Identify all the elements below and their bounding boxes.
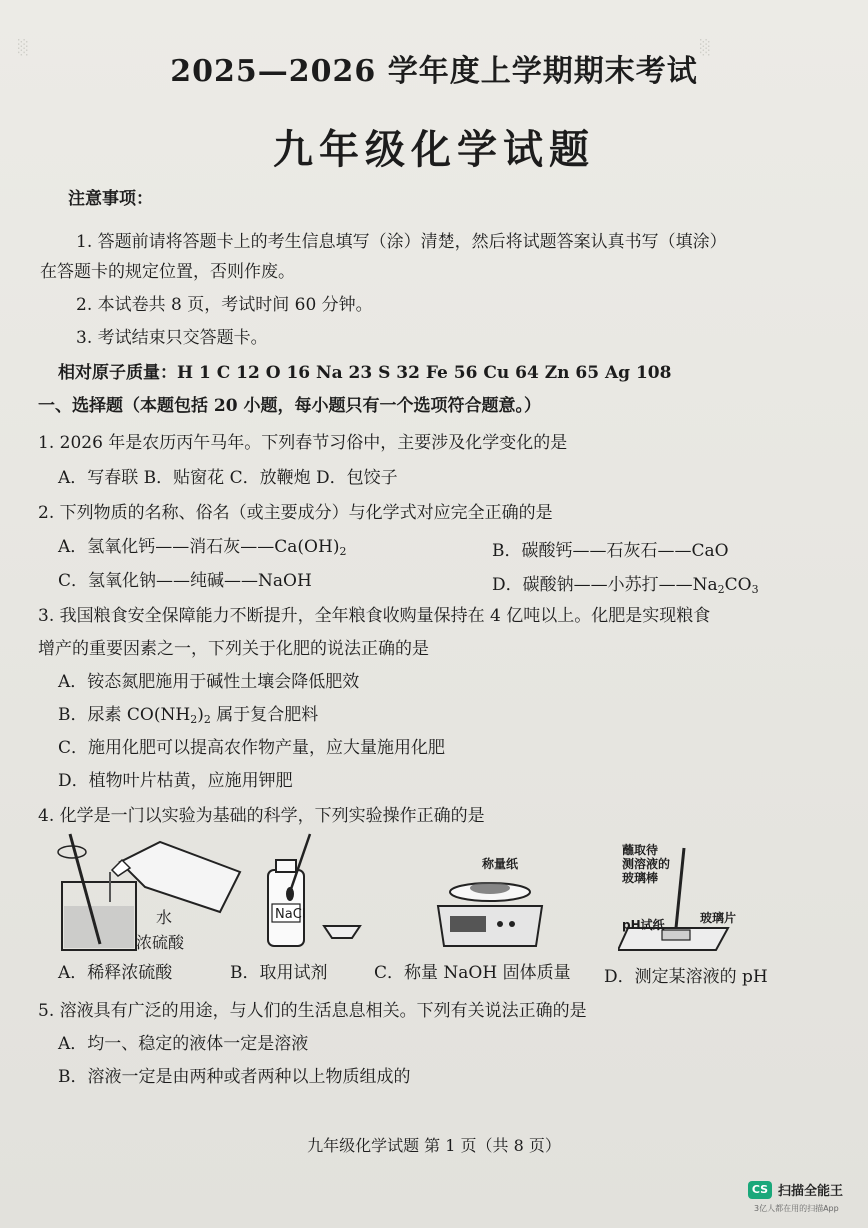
- balance-figure: [430, 862, 550, 952]
- take-reagent-figure: [262, 832, 372, 952]
- spoon-head: [286, 887, 294, 901]
- question-1-stem: 1. 2026 年是农历丙午马年。下列春节习俗中，主要涉及化学变化的是: [38, 433, 568, 453]
- glass-rod: [676, 848, 684, 928]
- question-2-option-b: B．碳酸钙——石灰石——CaO: [492, 541, 729, 561]
- question-5-option-a: A．均一、稳定的液体一定是溶液: [58, 1034, 309, 1054]
- question-3-option-b: B．尿素 $CO(NH_2)_2$ 属于复合肥料: [58, 705, 319, 726]
- question-3-stem: 3. 我国粮食安全保障能力不断提升，全年粮食收购量保持在 4 亿吨以上。化肥是实现粮食: [38, 606, 711, 626]
- bleed-through-mark: ░: [700, 40, 711, 56]
- question-2-option-d: D．碳酸钠——小苏打$——Na_2CO_3$: [492, 575, 759, 596]
- paper-label: 称量纸: [482, 857, 519, 871]
- glass-plate-label: 玻璃片: [700, 911, 737, 925]
- ph-paper-label: pH试纸: [622, 918, 665, 932]
- question-5-option-b: B．溶液一定是由两种或者两种以上物质组成的: [58, 1067, 411, 1087]
- scanner-tagline: 3亿人都在用的扫描App: [754, 1204, 839, 1213]
- subject-title: 九年级化学试题: [273, 126, 595, 173]
- reagent-bottle: [120, 842, 240, 912]
- question-4-option-c: C．称量 NaOH 固体质量: [374, 963, 571, 983]
- atomic-mass-line: 相对原子质量：H 1 C 12 O 16 Na 23 S 32 Fe 56 Cu 64 Zn 65 Ag 108: [58, 363, 672, 383]
- question-4-option-a: A．稀释浓硫酸: [58, 963, 173, 983]
- exam-title: 2025—2026 学年度上学期期末考试: [170, 54, 698, 89]
- scanner-logo-icon: CS: [748, 1181, 772, 1199]
- bleed-through-mark: ░: [18, 40, 29, 56]
- scanner-watermark: [748, 1180, 843, 1199]
- question-3-stem-cont: 增产的重要因素之一，下列关于化肥的说法正确的是: [38, 639, 429, 659]
- stir-arrow-icon: [58, 846, 86, 858]
- notice-item-1-cont: 在答题卡的规定位置，否则作废。: [40, 262, 295, 282]
- balance-display: [450, 916, 486, 932]
- page-footer: 九年级化学试题 第 1 页（共 8 页）: [307, 1136, 561, 1155]
- balance-button: [497, 921, 503, 927]
- question-2-stem: 2. 下列物质的名称、俗名（或主要成分）与化学式对应完全正确的是: [38, 503, 553, 523]
- balance-button: [509, 921, 515, 927]
- naoh-solid: [470, 882, 510, 894]
- rod-label-line: 玻璃棒: [622, 871, 659, 885]
- question-1-options: A．写春联 B．贴窗花 C．放鞭炮 D．包饺子: [58, 468, 398, 488]
- question-3-option-c: C．施用化肥可以提高农作物产量，应大量施用化肥: [58, 738, 446, 758]
- notice-item-1: 1. 答题前请将答题卡上的考生信息填写（涂）清楚，然后将试题答案认真书写（填涂）: [76, 232, 727, 252]
- notice-heading: 注意事项：: [68, 189, 153, 209]
- question-4-stem: 4. 化学是一门以实验为基础的科学，下列实验操作正确的是: [38, 806, 485, 826]
- ph-paper: [662, 930, 690, 940]
- question-3-option-d: D．植物叶片枯黄，应施用钾肥: [58, 771, 293, 791]
- question-2-option-a: A．氢氧化钙——消石灰$——Ca(OH)_2$: [58, 537, 347, 558]
- rod-label-line: 蘸取待: [622, 843, 659, 857]
- nacl-label: NaCl: [275, 907, 306, 922]
- notice-item-3: 3. 考试结束只交答题卡。: [76, 328, 268, 348]
- rod-label-line: 测溶液的: [622, 857, 671, 871]
- water-label: 水: [156, 908, 173, 927]
- scanner-app-name: 扫描全能王: [778, 1184, 844, 1199]
- question-4-option-d: D．测定某溶液的 pH: [604, 967, 768, 987]
- stopper-icon: [324, 926, 360, 938]
- section-heading: 一、选择题（本题包括 20 小题，每小题只有一个选项符合题意。）: [38, 396, 541, 416]
- question-3-option-a: A．铵态氮肥施用于碱性土壤会降低肥效: [58, 672, 360, 692]
- question-2-option-c: C．氢氧化钠——纯碱——NaOH: [58, 571, 312, 591]
- question-4-option-b: B．取用试剂: [230, 963, 328, 983]
- rod-label: [622, 843, 670, 885]
- notice-item-2: 2. 本试卷共 8 页，考试时间 60 分钟。: [76, 295, 373, 315]
- bottle-neck: [276, 860, 296, 872]
- question-5-stem: 5. 溶液具有广泛的用途，与人们的生活息息相关。下列有关说法正确的是: [38, 1001, 587, 1021]
- acid-label: 浓硫酸: [136, 933, 185, 952]
